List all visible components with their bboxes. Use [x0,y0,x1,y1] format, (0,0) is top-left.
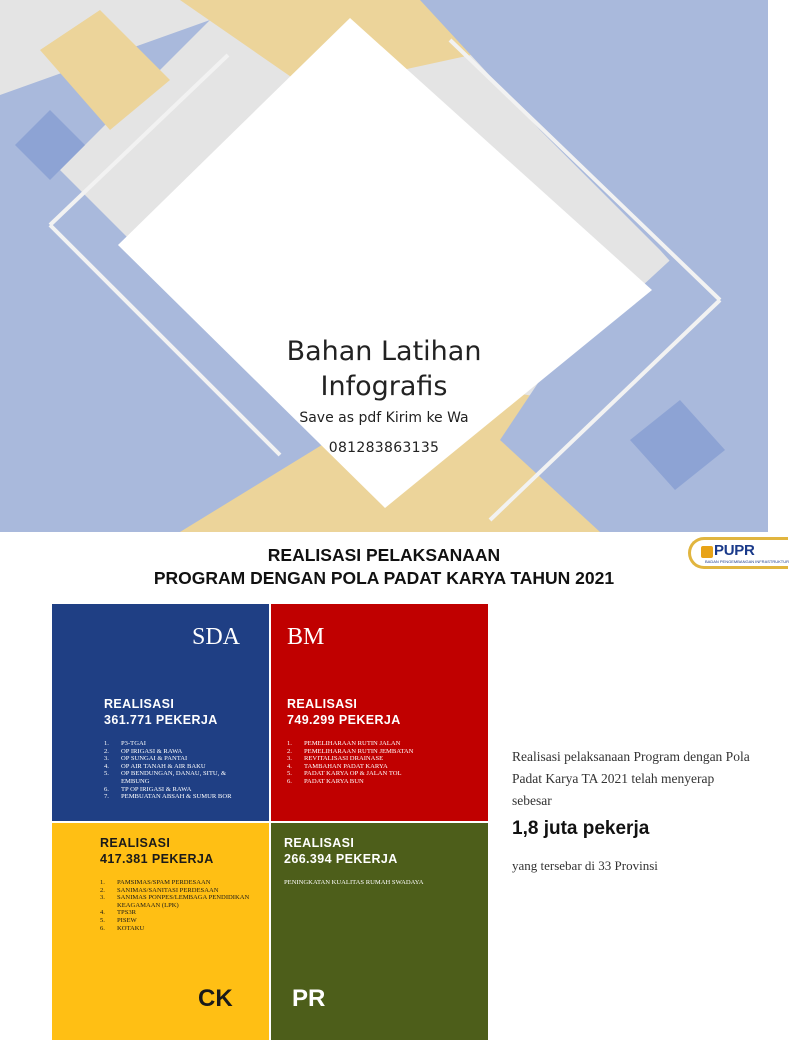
list-item-text: KOTAKU [117,924,145,932]
list-item-number: 6. [100,924,105,932]
phone-number: 081283863135 [328,440,440,456]
list-item-number: 5. [100,916,105,924]
quadrant-sda-list [104,740,254,801]
quadrant-bm [271,604,488,821]
list-item [100,887,250,895]
quadrant-ck-realisasi [100,835,214,867]
quadrant-sda-realisasi [104,696,218,728]
quadrant-bm-name: BM [287,624,325,650]
slide-heading [0,544,768,590]
quadrant-pr-name: PR [292,985,326,1012]
list-item-text: PISEW [117,916,137,924]
list-item-text: PADAT KARYA BUN [304,777,364,785]
pupr-logo-icon [701,546,713,558]
list-item-text: OP BENDUNGAN, DANAU, SITU, & EMBUNG [121,770,227,785]
pupr-logo [688,537,788,569]
quadrant-bm-realisasi [287,696,401,728]
list-item [104,786,254,794]
list-item-text: SANIMAS/SANITASI PERDESAAN [117,886,219,894]
list-item-number: 3. [287,755,292,763]
list-item-number: 6. [104,785,109,793]
list-item [287,755,462,763]
list-item-number: 5. [287,770,292,778]
list-item [287,763,462,771]
list-item-text: PEMELIHARAAN RUTIN JALAN [304,740,401,747]
quadrant-sda-label: REALISASI [104,697,175,711]
list-item-text: PADAT KARYA OP & JALAN TOL [304,770,402,778]
list-item-text: SANIMAS PONPES/LEMBAGA PENDIDIKAN KEAGAMAAN (LPK) [117,894,250,909]
infographic-slide [0,532,789,1024]
list-item-text: PEMELIHARAAN RUTIN JEMBATAN [304,747,414,755]
list-item [100,879,250,887]
list-item [104,748,254,756]
quadrant-ck-label: REALISASI [100,836,171,850]
list-item-text: TP OP IRIGASI & RAWA [121,785,192,793]
quadrant-pr-value: 266.394 PEKERJA [284,852,398,866]
quadrant-pr [271,823,488,1040]
list-item-text: OP SUNGAI & PANTAI [121,755,188,763]
pupr-logo-text: PUPR [714,542,755,559]
list-item-number: 3. [100,894,105,902]
pupr-logo-tagline: BADAN PENGEMBANGAN INFRASTRUKTUR [705,559,789,564]
summary-paragraph: Realisasi pelaksanaan Program dengan Pola Padat Karya TA 2021 telah menyerap sebesar [512,749,750,808]
list-item-text: REVITALISASI DRAINASE [304,755,384,763]
list-item-number: 4. [104,762,109,770]
title-line-1: Bahan Latihan [286,336,482,367]
list-item-number: 2. [100,886,105,894]
list-item-number: 4. [287,762,292,770]
list-item [104,770,254,785]
list-item [287,740,462,748]
list-item-text: OP AIR TANAH & AIR BAKU [121,762,206,770]
list-item-text: P3-TGAI [121,740,146,747]
list-item [100,894,250,909]
subtitle: Save as pdf Kirim ke Wa [299,410,469,426]
quadrant-bm-label: REALISASI [287,697,358,711]
list-item-text: PAMSIMAS/SPAM PERDESAAN [117,879,211,886]
list-item [287,770,462,778]
list-item [100,925,250,933]
list-item-text: TPS3R [117,909,137,917]
list-item [104,755,254,763]
heading-line-2: PROGRAM DENGAN POLA PADAT KARYA TAHUN 2021 [153,568,615,588]
summary-total-workers: 1,8 juta pekerja [512,818,650,839]
quadrant-pr-realisasi [284,835,398,867]
list-item-number: 2. [104,747,109,755]
summary-provinces: yang tersebar di 33 Provinsi [512,858,658,873]
list-item-number: 5. [104,770,109,778]
quadrant-sda [52,604,269,821]
quadrant-bm-value: 749.299 PEKERJA [287,713,401,727]
quadrant-sda-value: 361.771 PEKERJA [104,713,218,727]
quadrant-sda-name: SDA [192,624,241,650]
list-item [287,748,462,756]
quadrant-ck-list [100,879,250,932]
quadrant-ck [52,823,269,1040]
list-item-number: 4. [100,909,105,917]
list-item [284,879,424,887]
title-block [234,334,534,456]
list-item-text: PENINGKATAN KUALITAS RUMAH SWADAYA [284,879,424,886]
list-item-text: OP IRIGASI & RAWA [121,747,183,755]
quadrant-ck-value: 417.381 PEKERJA [100,852,214,866]
list-item-number: 7. [104,793,109,801]
quadrant-ck-name: CK [198,985,233,1012]
list-item-text: TAMBAHAN PADAT KARYA [304,762,388,770]
list-item [100,909,250,917]
title-line-2: Infografis [320,371,448,402]
list-item [104,793,254,801]
list-item-number: 1. [104,740,109,747]
quadrant-pr-list [284,879,424,887]
list-item-number: 1. [100,879,105,886]
list-item [100,917,250,925]
quadrant-circle [52,604,488,1040]
list-item-number: 3. [104,755,109,763]
quadrant-bm-list [287,740,462,786]
title-slide [0,0,768,532]
list-item-number: 1. [287,740,292,747]
list-item [104,740,254,748]
list-item-number: 6. [287,777,292,785]
list-item-text: PEMBUATAN ABSAH & SUMUR BOR [121,793,232,801]
quadrant-pr-label: REALISASI [284,836,355,850]
list-item [287,778,462,786]
list-item [104,763,254,771]
heading-line-1: REALISASI PELAKSANAAN [267,545,501,565]
list-item-number: 2. [287,747,292,755]
